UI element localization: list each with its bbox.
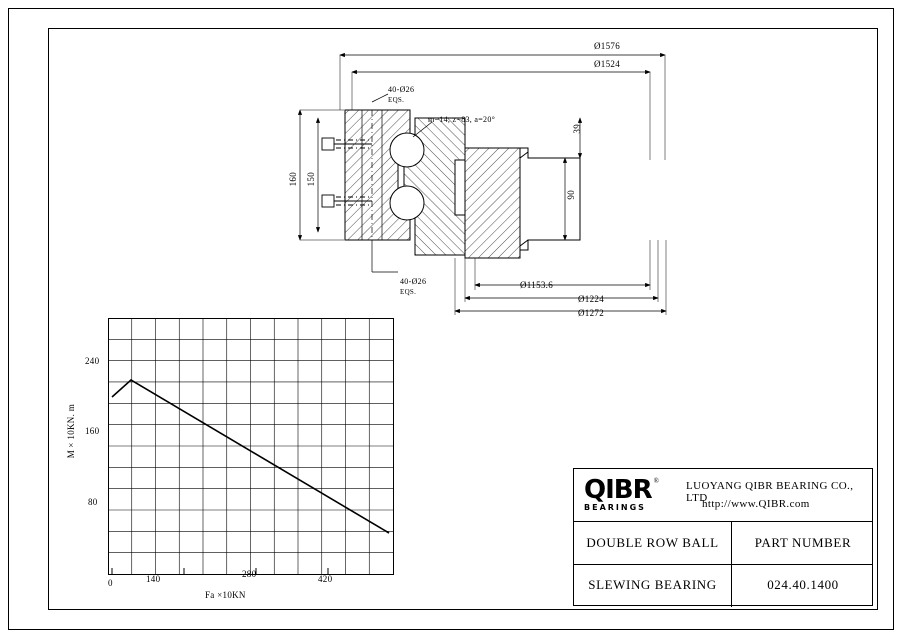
title-block-header (574, 469, 872, 522)
x-tick-280: 280 (242, 569, 257, 579)
dim-bolt-top: 40-Ø26 (388, 85, 415, 94)
dim-outer-1576: Ø1576 (594, 41, 620, 51)
dim-inner-1272: Ø1272 (578, 308, 604, 318)
dim-inner-1153: Ø1153.6 (520, 280, 554, 290)
y-tick-240: 240 (85, 356, 100, 366)
chart-x-axis-label: Fa ×10KN (205, 590, 246, 600)
part-number-label: PART NUMBER (754, 535, 852, 550)
title-block-row-divider (574, 564, 872, 565)
dim-39: 39 (572, 124, 582, 134)
company-name: LUOYANG QIBR BEARING CO., LTD (686, 480, 854, 504)
dim-bolt-top-note: EQS. (388, 96, 405, 104)
y-tick-160: 160 (85, 426, 100, 436)
dim-height-160: 160 (288, 172, 298, 187)
part-number-value: 024.40.1400 (767, 577, 839, 592)
registered-trademark-icon: ® (653, 477, 659, 485)
dim-outer-1524: Ø1524 (594, 59, 620, 69)
y-tick-80: 80 (88, 497, 98, 507)
load-capacity-chart (108, 318, 394, 575)
x-tick-140: 140 (146, 574, 161, 584)
dim-bolt-bottom-note: EQS. (400, 288, 417, 296)
title-block-body (574, 522, 872, 607)
company-website: http://www.QIBR.com (702, 498, 810, 510)
chart-y-axis-label: M×10KN. m (66, 404, 76, 459)
x-tick-0: 0 (108, 578, 113, 588)
product-name-line2: SLEWING BEARING (588, 577, 717, 592)
dim-inner-1224: Ø1224 (578, 294, 604, 304)
x-tick-420: 420 (318, 574, 333, 584)
gear-spec-note: m=14, z=83, a=20° (428, 115, 496, 124)
dim-90: 90 (566, 190, 576, 200)
dim-height-150: 150 (306, 172, 316, 187)
logo-text: QIBR (584, 475, 652, 505)
dim-bolt-bottom: 40-Ø26 (400, 277, 427, 286)
product-name-line1: DOUBLE ROW BALL (586, 535, 719, 550)
bearing-cross-section (280, 40, 700, 340)
logo-subtitle: BEARINGS (584, 503, 646, 512)
title-block (573, 468, 873, 606)
qibr-logo (584, 477, 659, 503)
